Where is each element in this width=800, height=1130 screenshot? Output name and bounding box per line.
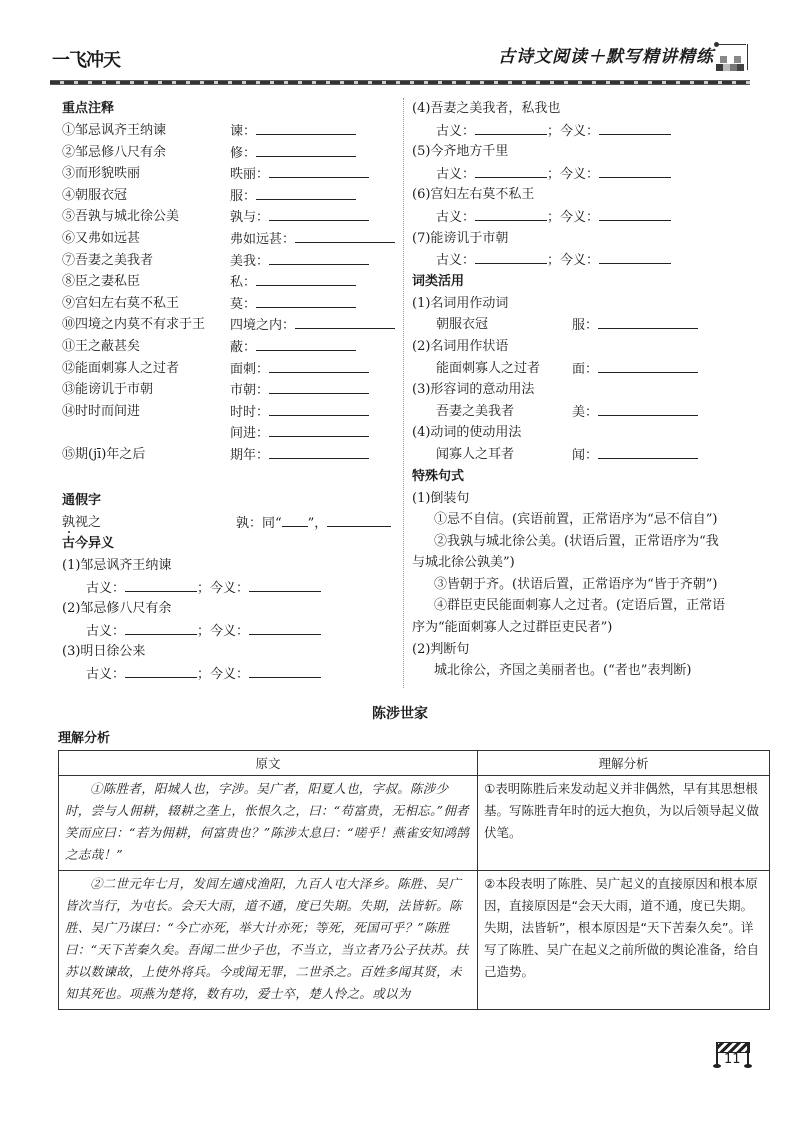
table-row	[59, 871, 770, 1010]
gu-blank[interactable]	[475, 249, 547, 264]
answer-blank[interactable]	[256, 142, 356, 157]
note-answer	[230, 401, 369, 424]
note-source: ⑫能面刺寡人之过者	[62, 360, 180, 376]
jin-blank[interactable]	[599, 163, 671, 178]
answer-blank[interactable]	[598, 401, 698, 416]
note-item	[62, 444, 397, 466]
gu-label: 古义：	[86, 623, 126, 639]
cilei-source: 吾妻之美我者	[436, 403, 515, 419]
cilei-key: 服：	[572, 318, 599, 334]
tongjia-answer: 孰：同“ ”，	[236, 512, 391, 535]
note-key: 私：	[230, 275, 257, 291]
cilei-type: (2)名词用作状语	[412, 338, 509, 354]
teshu-line-4-cont: 序为“能面刺寡人之过群臣吏民者”)	[412, 620, 613, 636]
cilei-example-row	[412, 314, 775, 336]
note-item	[62, 358, 397, 380]
brand-logo: 一飞冲天	[52, 50, 120, 71]
gujin-meaning-row	[412, 163, 775, 185]
cilei-key: 闻：	[572, 447, 599, 463]
answer-blank[interactable]	[269, 444, 369, 459]
jin-blank[interactable]	[599, 206, 671, 221]
teshu-line-3: ③皆朝于齐。(状语后置，正常语序为“皆于齐朝”)	[434, 576, 718, 592]
note-answer	[230, 142, 356, 165]
note-source: ③而形貌昳丽	[62, 166, 141, 182]
table-header-row	[59, 751, 770, 776]
cilei-example-row	[412, 444, 775, 466]
cilei-source: 闻寡人之耳者	[436, 446, 515, 462]
tongjia-source: 孰视之	[62, 514, 102, 530]
note-key: 美我：	[230, 253, 270, 269]
note-item	[62, 314, 397, 336]
section-title-cilei: 词类活用	[412, 273, 465, 289]
gu-blank[interactable]	[125, 620, 197, 635]
note-item	[62, 379, 397, 401]
cilei-answer	[572, 444, 698, 467]
note-item	[62, 185, 397, 207]
answer-blank[interactable]	[256, 336, 356, 351]
original-text-2: ②二世元年七月，发闾左適戍渔阳，九百人屯大泽乡。陈胜、吴广皆次当行，为屯长。会天大雨，道不通，度已失期。失期，法皆斩。陈胜、吴广乃谋曰：“今亡亦死，举大计亦死；等死，死国可乎？”陈胜曰：“天下苦秦久矣。吾闻二世少子也，不当立，当立者乃公子扶苏。扶苏以数谏故，上使外将兵。今或闻无罪，二世杀之。百姓多闻其贤，未知其死也。项燕为楚将，数有功，爱士卒，楚人怜之。或以为	[65, 876, 469, 1001]
gujin-meaning-row	[62, 663, 397, 685]
note-source: ①邹忌讽齐王纳谏	[62, 123, 167, 138]
gujin-item-label: (1)邹忌讽齐王纳谏	[62, 558, 172, 574]
gu-blank[interactable]	[475, 120, 547, 135]
note-answer	[230, 250, 369, 273]
note-key: 修：	[230, 145, 257, 161]
tongjia-blank-1[interactable]	[282, 512, 308, 527]
note-key: 蔽：	[230, 339, 257, 355]
book-title: 古诗文阅读＋默写精讲精练	[498, 47, 714, 67]
answer-blank[interactable]	[269, 422, 369, 437]
answer-blank[interactable]	[256, 271, 356, 286]
answer-blank[interactable]	[256, 293, 356, 308]
note-item	[62, 206, 397, 228]
note-source: ⑨宫妇左右莫不私王	[62, 295, 180, 311]
note-source: ⑮期(jī)年之后	[62, 446, 146, 462]
panduan-line: 城北徐公，齐国之美丽者也。(“者也”表判断)	[434, 663, 692, 679]
tongjia-blank-2[interactable]	[327, 512, 391, 527]
page-number-badge	[712, 1040, 752, 1072]
gujin-list-right	[412, 98, 775, 271]
jin-label: ；今义：	[197, 623, 250, 639]
panduan-label: (2)判断句	[412, 641, 470, 657]
note-answer	[230, 444, 369, 467]
answer-blank[interactable]	[295, 228, 395, 243]
answer-blank[interactable]	[269, 379, 369, 394]
gu-label: 古义：	[86, 580, 126, 596]
teshu-line-4: ④群臣吏民能面刺寡人之过者。(定语后置，正常语	[434, 598, 726, 614]
gu-blank[interactable]	[475, 163, 547, 178]
gu-label: 古义：	[436, 253, 476, 269]
jin-blank[interactable]	[249, 620, 321, 635]
gujin-meaning-row	[412, 206, 775, 228]
jin-label: ；今义：	[547, 123, 600, 139]
gu-label: 古义：	[436, 209, 476, 225]
cilei-type: (4)动词的使动用法	[412, 425, 522, 441]
note-answer	[230, 314, 395, 337]
jin-blank[interactable]	[249, 577, 321, 592]
note-answer	[230, 293, 356, 316]
note-item	[62, 163, 397, 185]
left-column	[62, 98, 397, 685]
right-column	[403, 98, 775, 688]
note-item	[62, 120, 397, 142]
answer-blank[interactable]	[295, 314, 395, 329]
jin-blank[interactable]	[249, 663, 321, 678]
answer-blank[interactable]	[269, 358, 369, 373]
note-answer	[230, 358, 369, 381]
jin-label: ；今义：	[197, 580, 250, 596]
cilei-key: 面：	[572, 361, 599, 377]
notes-list	[62, 120, 397, 466]
checker-decoration-icon	[716, 42, 750, 72]
gujin-item-label: (5)今齐地方千里	[412, 144, 509, 160]
jin-blank[interactable]	[599, 249, 671, 264]
note-item	[62, 228, 397, 250]
cilei-list	[412, 293, 775, 466]
note-source: ②邹忌修八尺有余	[62, 144, 167, 160]
answer-blank[interactable]	[598, 314, 698, 329]
cilei-source: 朝服衣冠	[436, 317, 489, 333]
gujin-item-label: (7)能谤讥于市朝	[412, 230, 509, 246]
answer-blank[interactable]	[269, 163, 369, 178]
jin-label: ；今义：	[197, 667, 250, 683]
jin-label: ；今义：	[547, 253, 600, 269]
answer-blank[interactable]	[598, 444, 698, 459]
teshu-line-2: ②我孰与城北徐公美。(状语后置，正常语序为“我	[434, 533, 719, 549]
teshu-line-2-cont: 与城北徐公孰美”)	[412, 555, 515, 571]
original-text-1: ①陈胜者，阳城人也，字涉。吴广者，阳夏人也，字叔。陈涉少时，尝与人佣耕，辍耕之垄上，怅恨久之，曰：“苟富贵，无相忘。”佣者笑而应曰：“若为佣耕，何富贵也？”陈涉太息曰：“嗟乎！燕雀安知鸿鹄之志哉！”	[65, 781, 470, 862]
cilei-answer	[572, 358, 698, 381]
answer-blank[interactable]	[598, 358, 698, 373]
note-source: ⑪王之蔽甚矣	[62, 338, 141, 354]
header-analysis: 理解分析	[478, 751, 770, 776]
answer-blank[interactable]	[256, 120, 356, 135]
note-answer	[230, 379, 369, 402]
tongjia-row	[62, 512, 397, 534]
note-key: 面刺：	[230, 361, 270, 377]
note-item	[62, 271, 397, 293]
analysis-text-2: ②本段表明了陈胜、吴广起义的直接原因和根本原因，直接原因是“会天大雨，道不通，度已失期。失期，法皆斩”，根本原因是“天下苦秦久矣”。详写了陈胜、吴广在起义之前所做的舆论准备，给自己造势。	[484, 876, 760, 979]
cilei-example-row	[412, 401, 775, 423]
page-header	[50, 36, 750, 96]
note-item	[62, 250, 397, 272]
note-source: ⑬能谤讥于市朝	[62, 382, 154, 398]
note-key: 孰与：	[230, 210, 270, 226]
answer-blank[interactable]	[269, 206, 369, 221]
gujin-list-left	[62, 555, 397, 685]
gujin-item-label: (6)宫妇左右莫不私王	[412, 187, 535, 203]
note-key: 弗如远甚：	[230, 231, 296, 247]
gu-label: 古义：	[436, 166, 476, 182]
jin-label: ；今义：	[547, 209, 600, 225]
note-key: 昳丽：	[230, 167, 270, 183]
cilei-type: (3)形容词的意动用法	[412, 382, 535, 398]
analysis-text-1: ①表明陈胜后来发动起义并非偶然，早有其思想根基。写陈胜青年时的远大抱负，为以后领导起义做伏笔。	[484, 781, 760, 840]
cilei-example-row	[412, 358, 775, 380]
gujin-meaning-row	[412, 249, 775, 271]
note-answer	[230, 163, 369, 186]
section-title-teshu: 特殊句式	[412, 468, 465, 484]
note-key: 谏：	[230, 124, 257, 139]
note-key: 间进：	[230, 426, 270, 442]
gu-blank[interactable]	[125, 577, 197, 592]
section-title-tongjia: 通假字	[62, 492, 102, 508]
section-title-gujin: 古今异义	[62, 536, 115, 552]
note-source: ④朝服衣冠	[62, 187, 128, 203]
note-item	[62, 336, 397, 358]
analysis-table	[58, 750, 770, 1010]
note-key: 期年：	[230, 447, 270, 463]
cilei-answer	[572, 314, 698, 337]
header-original-text: 原文	[59, 751, 478, 776]
note-item	[62, 401, 397, 423]
note-source: ⑭时时而间进	[62, 403, 141, 419]
note-item	[62, 142, 397, 164]
note-source: ⑩四境之内莫不有求于王	[62, 317, 206, 333]
header-divider	[50, 80, 750, 85]
section-title-notes: 重点注释	[62, 101, 115, 116]
gu-blank[interactable]	[475, 206, 547, 221]
cilei-type: (1)名词用作动词	[412, 295, 509, 311]
note-answer	[230, 336, 356, 359]
gujin-item-label: (2)邹忌修八尺有余	[62, 601, 172, 617]
gujin-meaning-row	[62, 577, 397, 599]
teshu-line-1: ①忌不自信。(宾语前置，正常语序为“忌不信自”)	[434, 512, 718, 528]
note-answer	[230, 271, 356, 294]
note-answer	[230, 120, 356, 143]
note-answer	[230, 228, 395, 251]
note-key: 时时：	[230, 404, 270, 420]
daozhuang-label: (1)倒装句	[412, 490, 470, 506]
table-row	[59, 776, 770, 871]
note-answer	[230, 185, 356, 208]
cilei-key: 美：	[572, 404, 599, 420]
jin-label: ；今义：	[547, 166, 600, 182]
gu-label: 古义：	[436, 123, 476, 139]
note-source: ⑧臣之妻私臣	[62, 274, 141, 290]
note-source: ⑤吾孰与城北徐公美	[62, 209, 180, 225]
gujin-item-label: (3)明日徐公来	[62, 644, 146, 660]
answer-blank[interactable]	[256, 185, 356, 200]
note-item	[62, 422, 397, 444]
note-source: ⑥又弗如远甚	[62, 230, 141, 246]
cilei-source: 能面刺寡人之过者	[436, 360, 541, 376]
note-key: 莫：	[230, 296, 257, 312]
note-key: 市朝：	[230, 383, 270, 399]
note-answer	[230, 206, 369, 229]
gujin-meaning-row	[62, 620, 397, 642]
gujin-meaning-row	[412, 120, 775, 142]
gujin-item-label: (4)吾妻之美我者，私我也	[412, 101, 561, 116]
page-number: 11	[724, 1052, 741, 1067]
gu-blank[interactable]	[125, 663, 197, 678]
gu-label: 古义：	[86, 667, 126, 683]
note-item	[62, 293, 397, 315]
note-source: ⑦吾妻之美我者	[62, 252, 154, 268]
jin-blank[interactable]	[599, 120, 671, 135]
answer-blank[interactable]	[269, 401, 369, 416]
cilei-answer	[572, 401, 698, 424]
note-answer	[230, 422, 369, 445]
answer-blank[interactable]	[269, 250, 369, 265]
chapter-title: 陈涉世家	[372, 706, 428, 722]
note-key: 服：	[230, 188, 257, 204]
note-key: 四境之内：	[230, 318, 296, 334]
analysis-section-label: 理解分析	[58, 731, 111, 746]
